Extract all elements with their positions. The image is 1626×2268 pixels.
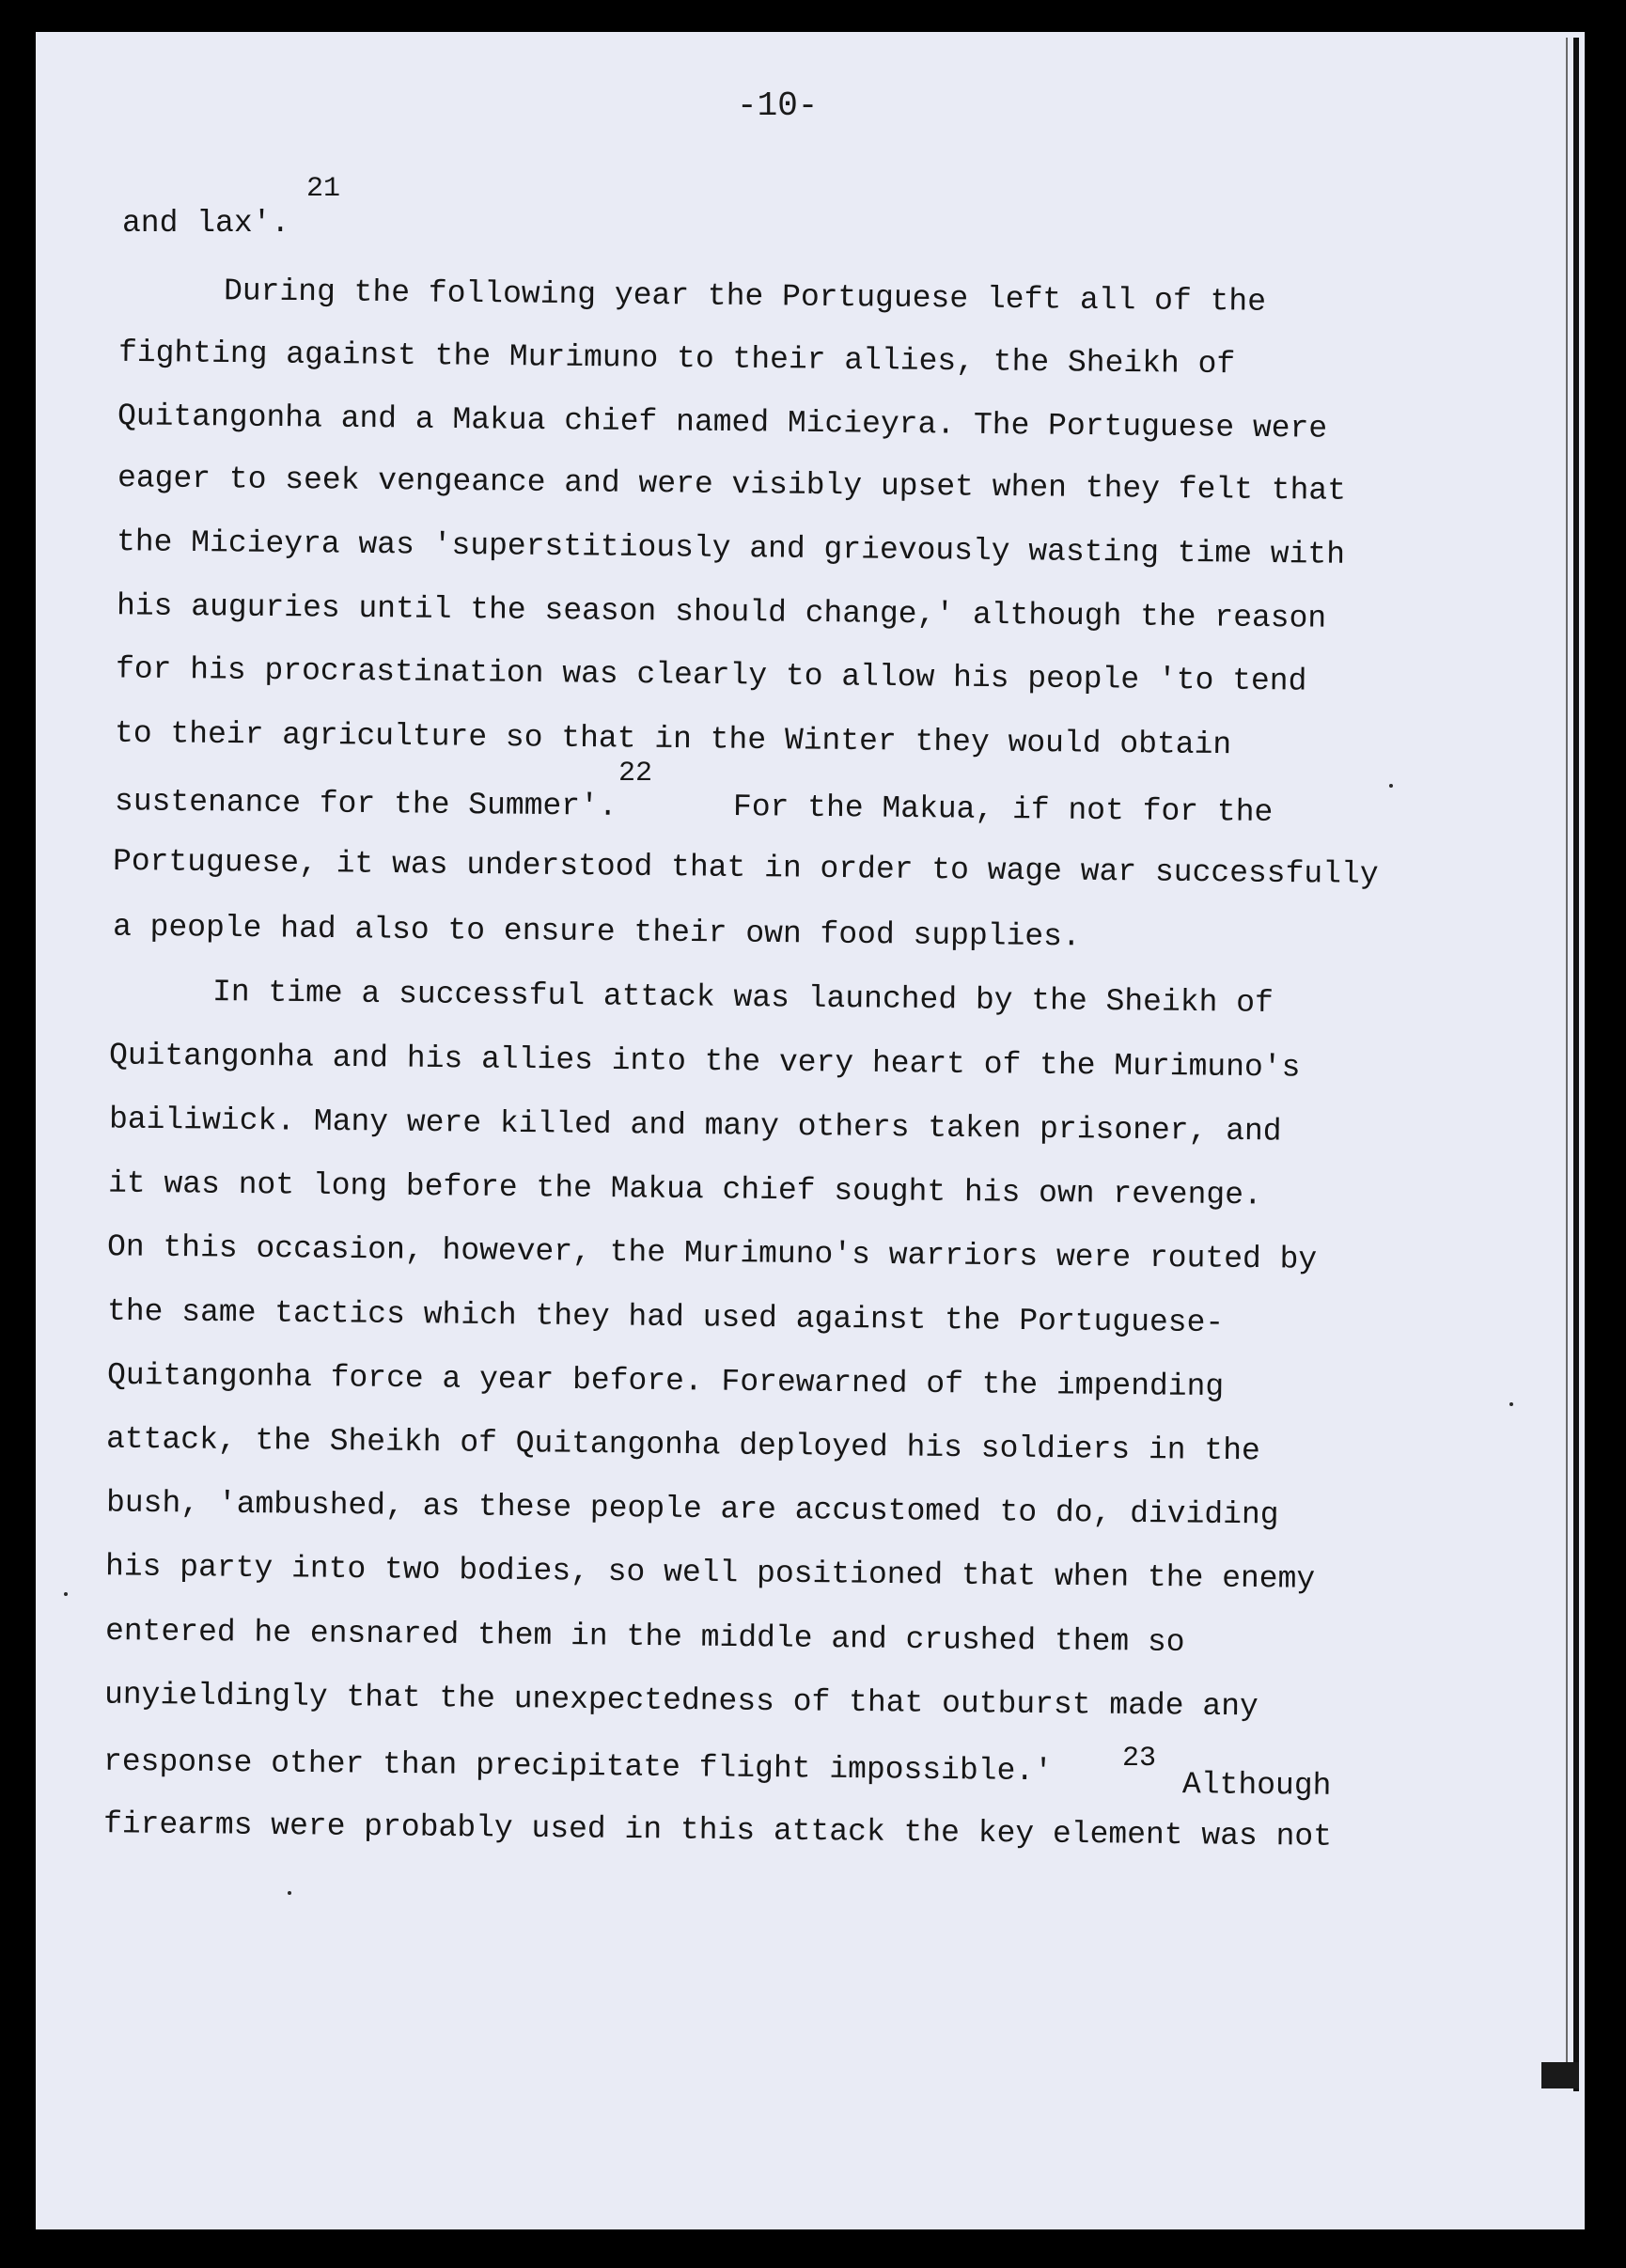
text-line: fighting against the Murimuno to their allies, the Sheikh of bbox=[117, 335, 1236, 383]
page-number: -10- bbox=[737, 86, 819, 125]
text-line: for his procrastination was clearly to allow his people 'to tend bbox=[115, 651, 1307, 699]
footnote-marker: 21 bbox=[306, 173, 341, 205]
text-line: bush, 'ambushed, as these people are accustomed to do, dividing bbox=[105, 1485, 1279, 1533]
document-page bbox=[36, 32, 1585, 2229]
ink-speck bbox=[64, 1592, 68, 1596]
footnote-marker: 22 bbox=[618, 758, 653, 790]
text-line: entered he ensnared them in the middle and crushed them so bbox=[104, 1613, 1185, 1661]
text-line: response other than precipitate flight impossible.' bbox=[102, 1744, 1054, 1790]
text-line: Although bbox=[1181, 1767, 1332, 1804]
text-line: eager to seek vengeance and were visibly upset when they felt that bbox=[117, 461, 1347, 508]
text-line: sustenance for the Summer'. bbox=[114, 784, 618, 824]
text-line: For the Makua, if not for the bbox=[732, 789, 1274, 831]
footnote-marker: 23 bbox=[1122, 1743, 1157, 1775]
page-edge-shadow bbox=[1573, 38, 1579, 2091]
text-line: In time a successful attack was launched by the Sheikh of bbox=[211, 975, 1274, 1021]
text-line: a people had also to ensure their own food supplies. bbox=[112, 909, 1081, 955]
ink-speck bbox=[1509, 1402, 1513, 1406]
text-line: During the following year the Portuguese left all of the bbox=[223, 274, 1267, 320]
text-line: Quitangonha force a year before. Forewarned of the impending bbox=[106, 1357, 1225, 1405]
text-line: bailiwick. Many were killed and many others taken prisoner, and bbox=[108, 1102, 1282, 1150]
text-line: to their agriculture so that in the Winter they would obtain bbox=[114, 715, 1232, 763]
text-line: unyieldingly that the unexpectedness of that outburst made any bbox=[103, 1677, 1259, 1725]
text-line: Quitangonha and a Makua chief named Micieyra. The Portuguese were bbox=[117, 399, 1328, 446]
text-line: Portuguese, it was understood that in order to wage war successfully bbox=[112, 843, 1379, 893]
ink-speck bbox=[1389, 784, 1393, 788]
text-line: the same tactics which they had used against the Portuguese- bbox=[106, 1293, 1225, 1341]
text-line: On this occasion, however, the Murimuno's warriors were routed by bbox=[106, 1229, 1318, 1277]
ink-speck bbox=[288, 1891, 291, 1895]
text-line: it was not long before the Makua chief sought his own revenge. bbox=[107, 1165, 1262, 1213]
text-line: the Micieyra was 'superstitiously and grievously wasting time with bbox=[116, 524, 1346, 572]
page-edge-line bbox=[1566, 38, 1568, 2077]
text-line: his party into two bodies, so well positioned that when the enemy bbox=[104, 1549, 1316, 1597]
text-line: and lax'. bbox=[122, 206, 290, 241]
text-line: Quitangonha and his allies into the very heart of the Murimuno's bbox=[108, 1038, 1301, 1086]
text-line: attack, the Sheikh of Quitangonha deployed his soldiers in the bbox=[105, 1421, 1260, 1469]
text-line: his auguries until the season should change,' although the reason bbox=[116, 588, 1327, 636]
page-corner-shadow bbox=[1541, 2062, 1579, 2088]
text-line: firearms were probably used in this attack the key element was not bbox=[102, 1807, 1333, 1854]
